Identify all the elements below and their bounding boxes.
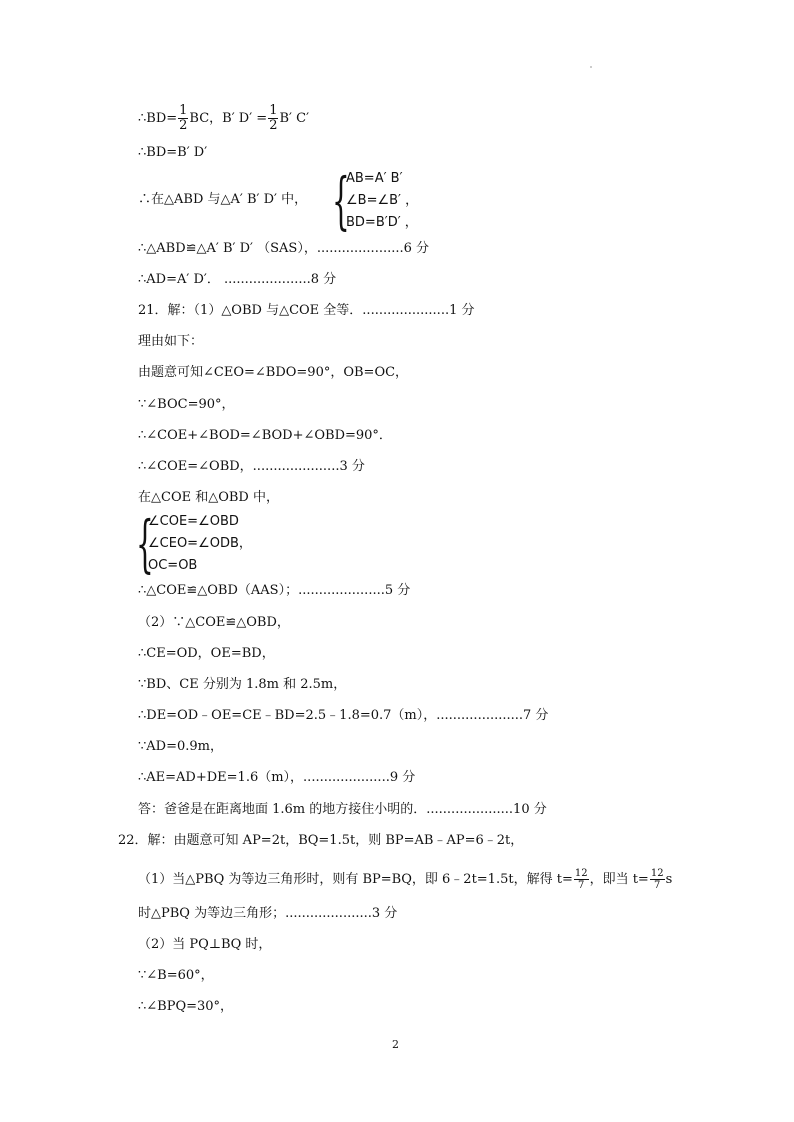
fraction-12-7: $\frac{12}{7}$ xyxy=(650,868,664,891)
page-number: 2 xyxy=(392,1038,399,1051)
line-bd-half-bc xyxy=(138,103,310,133)
line-de-calc: ∴DE=OD﹣OE=CE﹣BD=2.5﹣1.8=0.7（m），.....................7 分 xyxy=(138,708,549,723)
text-segment: B′ C′ xyxy=(279,111,310,126)
line-ae-calc: ∴AE=AD+DE=1.6（m），.....................9 分 xyxy=(138,770,416,785)
line-triangle-abd: ∴在△ABD 与△A′ B′ D′ 中， xyxy=(138,192,308,207)
line-ad-eq: ∴AD=A′ D′． .....................8 分 xyxy=(138,272,337,287)
line-ce-od: ∴CE=OD，OE=BD， xyxy=(138,646,275,661)
problem-21-heading: 21．解：（1）△OBD 与△COE 全等．.....................1 分 xyxy=(138,303,475,318)
line-angle-b: ∵∠B=60°， xyxy=(138,968,214,983)
condition-system-1 xyxy=(346,168,418,234)
condition-row: ∠COE=∠OBD xyxy=(148,514,239,529)
line-reason: 理由如下： xyxy=(138,334,204,349)
text-segment: ∴BD= xyxy=(138,111,178,126)
line-bd-eq: ∴BD=B′ D′ xyxy=(138,145,208,160)
text-segment: ，即当 t= xyxy=(589,872,649,887)
line-part2: （2）∵△COE≌△OBD， xyxy=(138,615,290,630)
line-equilateral-result: 时△PBQ 为等边三角形；.....................3 分 xyxy=(138,906,398,921)
problem-22-heading: 22．解：由题意可知 AP=2t，BQ=1.5t，则 BP=AB﹣AP=6﹣2t， xyxy=(118,833,524,848)
condition-row: OC=OB xyxy=(148,558,198,573)
line-in-triangles: 在△COE 和△OBD 中， xyxy=(138,490,279,505)
condition-row: BD=B′D′ ， xyxy=(346,215,418,230)
fraction-half: $\frac{1}{2}$ xyxy=(179,103,188,133)
text-segment: s xyxy=(665,872,673,887)
line-boc: ∵∠BOC=90°， xyxy=(138,397,235,412)
line-angle-sum: ∴∠COE+∠BOD=∠BOD+∠OBD=90°． xyxy=(138,428,392,443)
condition-system-2 xyxy=(148,511,252,577)
line-congruent-aas: ∴△COE≌△OBD（AAS）；.....................5 分 xyxy=(138,583,411,598)
left-brace: { xyxy=(136,507,154,580)
line-perpendicular: （2）当 PQ⊥BQ 时， xyxy=(138,937,272,952)
condition-row: ∠B=∠B′ ， xyxy=(346,193,419,208)
left-brace: { xyxy=(332,164,350,237)
condition-row: ∠CEO=∠ODB， xyxy=(148,536,252,551)
line-coe-obd: ∴∠COE=∠OBD，.....................3 分 xyxy=(138,459,365,474)
condition-row: AB=A′ B′ xyxy=(346,171,403,186)
line-answer: 答：爸爸是在距离地面 1.6m 的地方接住小明的．.....................10 分 xyxy=(138,802,547,817)
line-bd-ce-values: ∵BD、CE 分别为 1.8m 和 2.5m， xyxy=(138,677,347,692)
line-given: 由题意可知∠CEO=∠BDO=90°，OB=OC， xyxy=(138,365,409,380)
line-angle-bpq: ∴∠BPQ=30°， xyxy=(138,999,234,1014)
fraction-12-7: $\frac{12}{7}$ xyxy=(574,868,588,891)
text-segment: （1）当△PBQ 为等边三角形时，则有 BP=BQ，即 6﹣2t=1.5t，解得 t= xyxy=(138,872,573,887)
text-segment: BC，B′ D′ = xyxy=(189,111,268,126)
scan-speck xyxy=(590,66,592,68)
line-ad-value: ∵AD=0.9m， xyxy=(138,739,223,754)
line-congruent-sas: ∴△ABD≌△A′ B′ D′ （SAS），.....................6 分 xyxy=(138,241,430,256)
line-equilateral-condition xyxy=(138,868,673,891)
fraction-half: $\frac{1}{2}$ xyxy=(269,103,278,133)
